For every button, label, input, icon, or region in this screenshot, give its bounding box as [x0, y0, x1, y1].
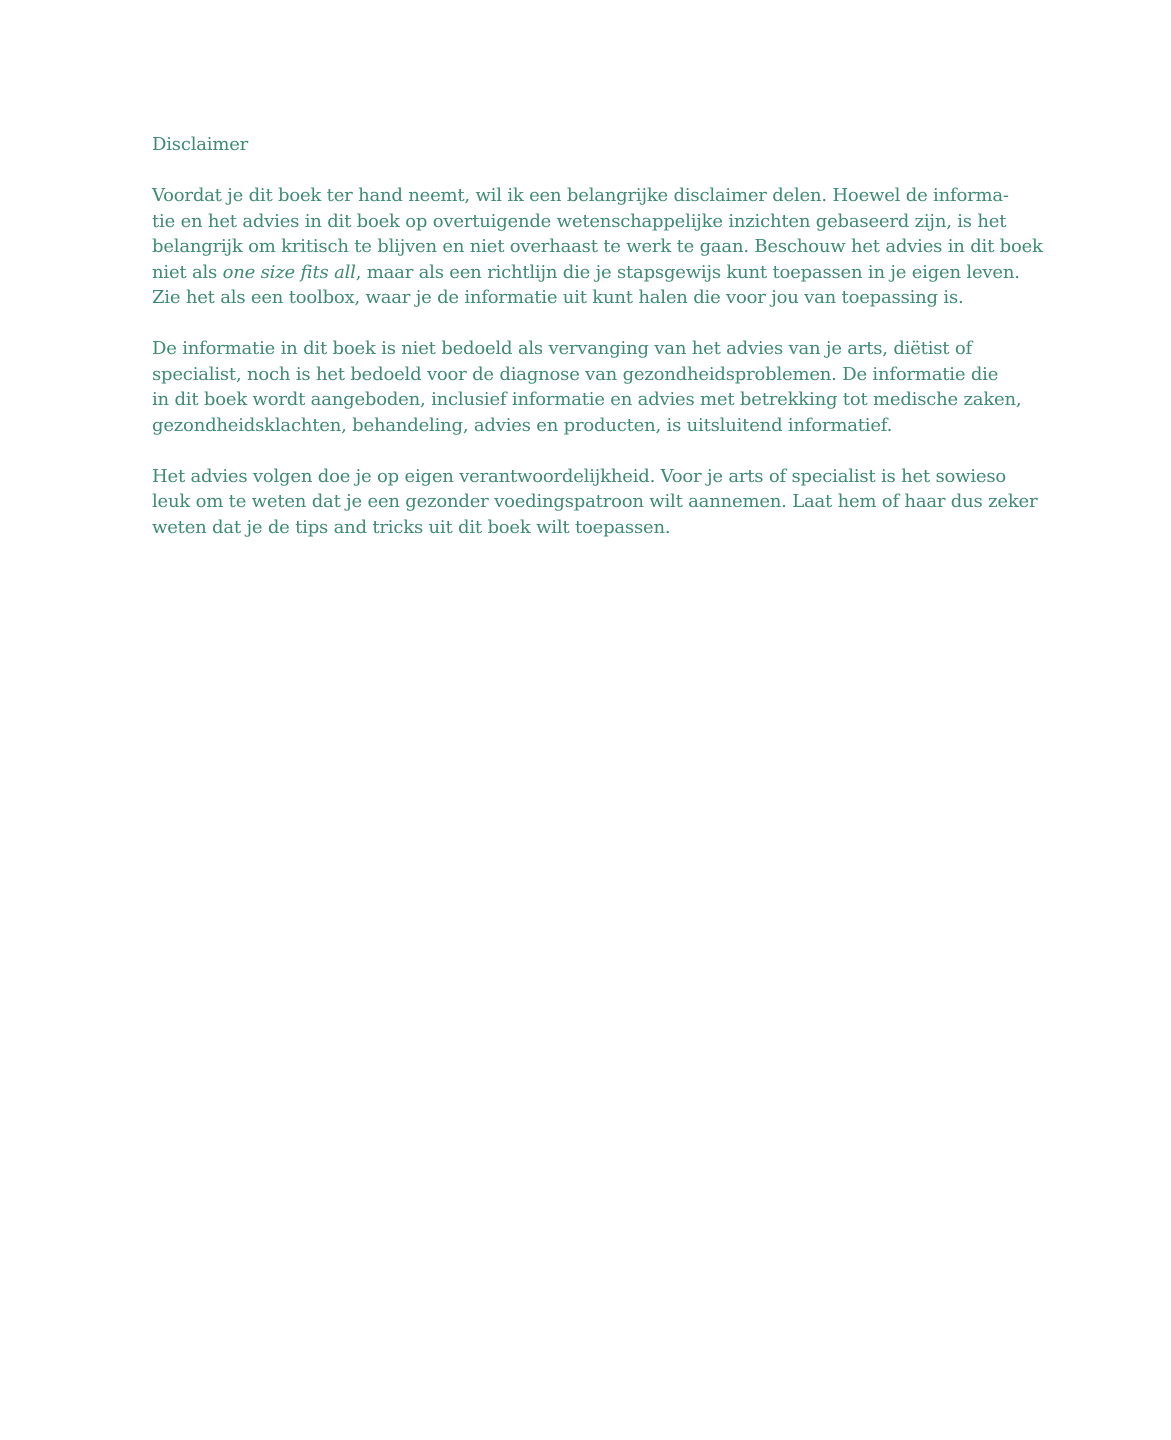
paragraph-line: belangrijk om kritisch te blijven en niet overhaast te werk te gaan. Beschouw het advies in dit boek	[152, 236, 1043, 257]
paragraph-1	[152, 183, 1052, 311]
paragraph-2	[152, 336, 1052, 438]
paragraph-line: gezondheidsklachten, behandeling, advies en producten, is uitsluitend informatief.	[152, 414, 893, 436]
paragraph-3	[152, 464, 1052, 541]
paragraph-line: tie en het advies in dit boek op overtuigende wetenschappelijke inzichten gebaseerd zijn, is het	[152, 210, 1007, 232]
page-title: Disclaimer	[152, 134, 249, 155]
paragraph-line: Het advies volgen doe je op eigen verantwoordelijkheid. Voor je arts of specialist is het sowieso	[152, 465, 1007, 487]
paragraph-line: niet als one size fits all, maar als een richtlijn die je stapsgewijs kunt toepassen in je eigen leven.	[152, 261, 1020, 283]
paragraph-line: Voordat je dit boek ter hand neemt, wil ik een belangrijke disclaimer delen. Hoewel de informa-	[152, 185, 1009, 206]
paragraph-line: leuk om te weten dat je een gezonder voedingspatroon wilt aannemen. Laat hem of haar dus zeker	[152, 491, 1038, 512]
paragraph-line: in dit boek wordt aangeboden, inclusief informatie en advies met betrekking tot medische zaken,	[152, 389, 1022, 410]
disclaimer-text-block	[152, 132, 1052, 566]
paragraph-line: Zie het als een toolbox, waar je de informatie uit kunt halen die voor jou van toepassing is.	[152, 287, 964, 308]
emphasis-phrase: one size fits all	[222, 261, 356, 283]
paragraph-line: De informatie in dit boek is niet bedoeld als vervanging van het advies van je arts, diëtist of	[152, 338, 972, 359]
paragraph-line: weten dat je de tips and tricks uit dit boek wilt toepassen.	[152, 516, 671, 538]
paragraph-line: specialist, noch is het bedoeld voor de diagnose van gezondheidsproblemen. De informatie die	[152, 363, 999, 385]
